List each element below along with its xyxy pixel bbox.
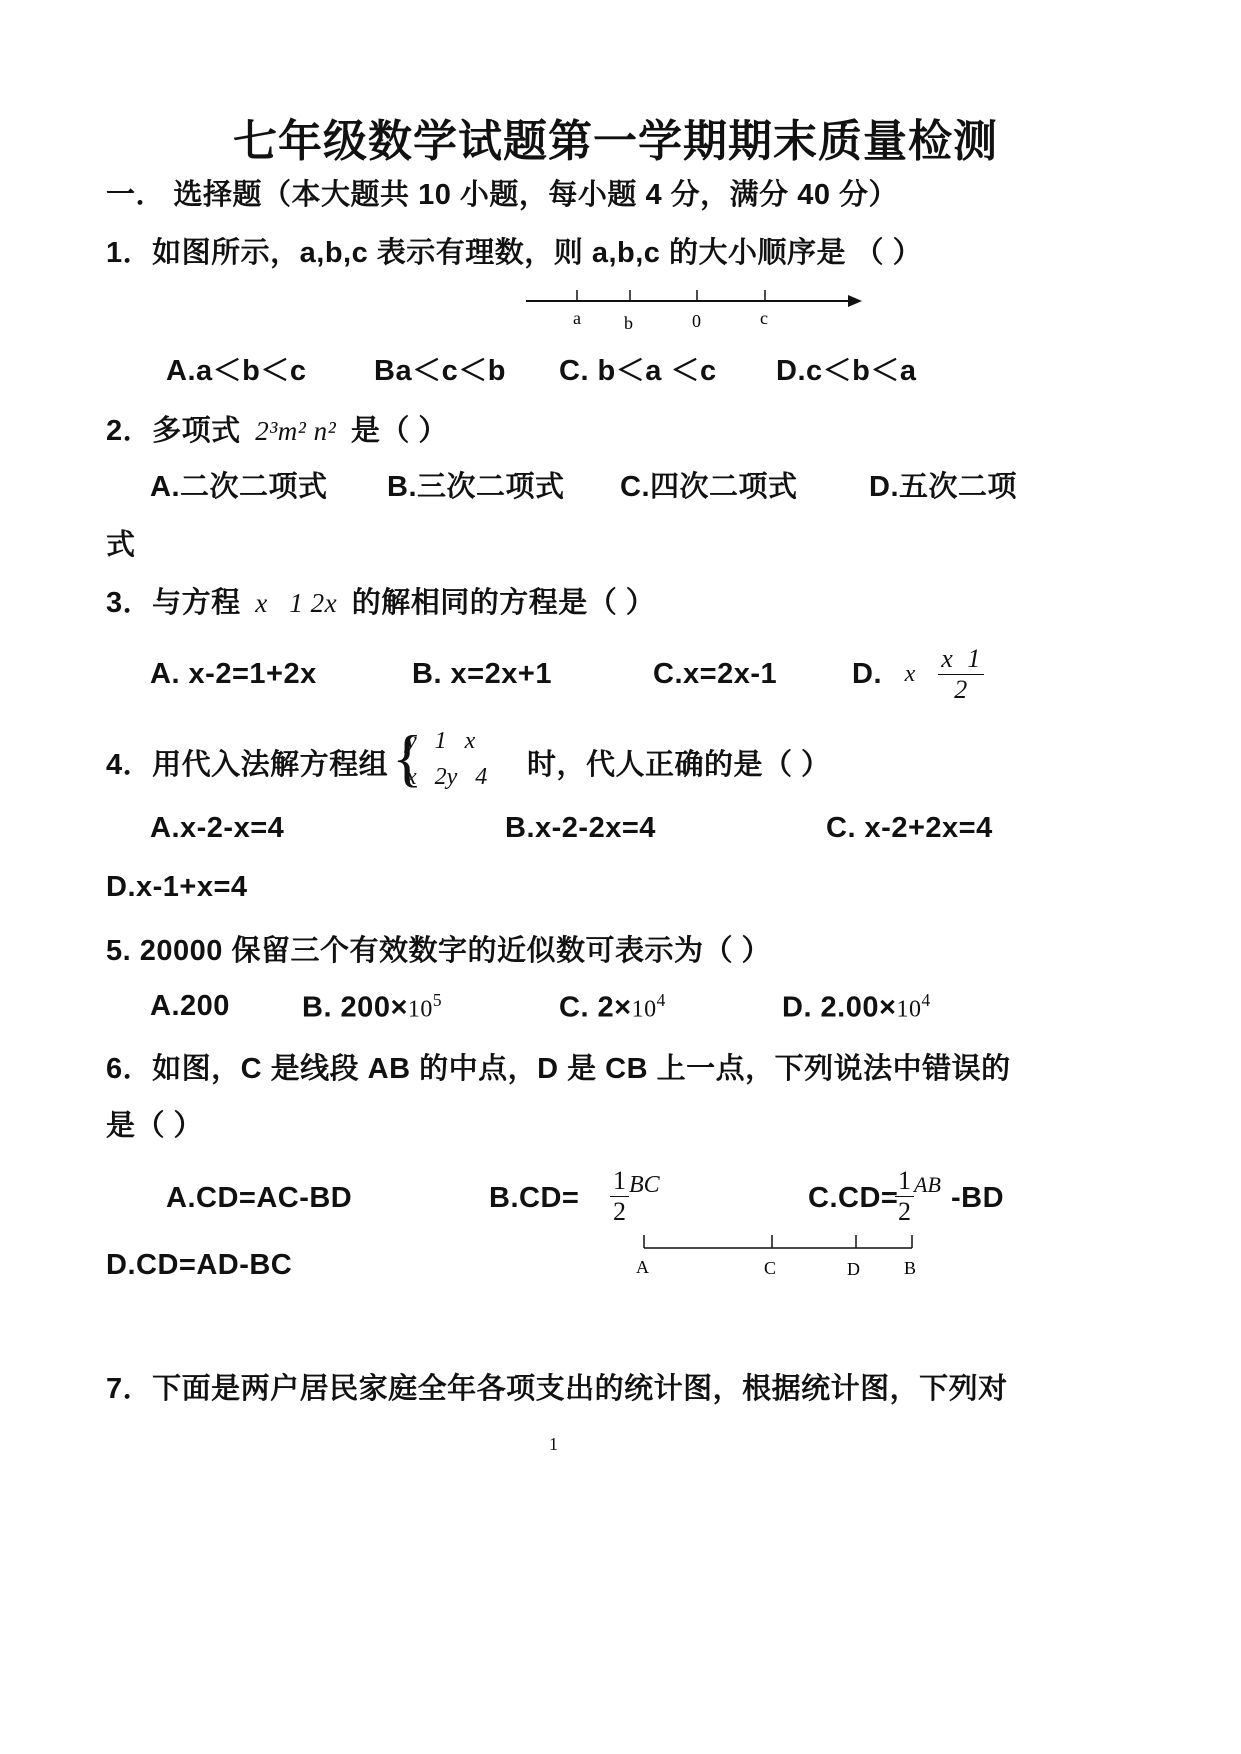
q3-option-c: C.x=2x-1 xyxy=(653,658,778,690)
q1-option-a: A.a＜b＜c xyxy=(166,355,307,387)
q2-tail: 是（ ） xyxy=(350,415,448,447)
q5-option-b-exp: 5 xyxy=(432,990,443,1010)
q3-stem xyxy=(106,580,655,621)
q5-option-d-exp: 4 xyxy=(921,990,931,1010)
q4-tail: 时，代人正确的是（ ） xyxy=(527,749,831,781)
q2-option-b: B.三次二项式 xyxy=(387,471,565,503)
q1-label-b: b xyxy=(624,313,633,333)
q6-option-b-fraction xyxy=(610,1166,629,1227)
q3-fraction-denominator: 2 xyxy=(954,675,968,704)
q6-option-c-tail: -BD xyxy=(951,1182,1005,1214)
q6-stem: 6．如图，C 是线段 AB 的中点，D 是 CB 上一点，下列说法中错误的 xyxy=(106,1053,1011,1085)
q5-option-c-base: 10 xyxy=(631,996,657,1023)
q4-option-a: A.x-2-x=4 xyxy=(150,812,285,844)
q1-label-0: 0 xyxy=(692,311,701,331)
q3-option-d-label: D. xyxy=(852,658,882,690)
q6-label-c: C xyxy=(764,1258,777,1278)
q2-option-a: A.二次二项式 xyxy=(150,471,328,503)
q6-option-c-math xyxy=(895,1166,941,1227)
q5-option-d xyxy=(782,990,931,1025)
q6-option-c-numerator: 1 xyxy=(895,1166,914,1197)
q3-option-d xyxy=(852,644,984,705)
q6-option-b-var: BC xyxy=(629,1172,660,1198)
q3-option-d-fraction xyxy=(938,644,984,705)
q4-equation-1: y 1 x xyxy=(406,728,476,754)
q6-stem-cont: 是（ ） xyxy=(106,1110,204,1142)
q4-equation-2: x 2y 4 xyxy=(406,764,488,790)
q1-option-d: D.c＜b＜a xyxy=(776,355,917,387)
q3-math: x 1 2x xyxy=(255,588,338,618)
q4-option-d: D.x-1+x=4 xyxy=(106,871,248,903)
q6-label-b: B xyxy=(904,1258,917,1278)
q6-option-a: A.CD=AC-BD xyxy=(166,1182,353,1214)
q1-option-c: C. b＜a ＜c xyxy=(559,355,717,387)
q1-stem: 1．如图所示，a,b,c 表示有理数，则 a,b,c 的大小顺序是 （ ） xyxy=(106,237,923,269)
q6-label-a: A xyxy=(636,1257,649,1277)
q6-label-d: D xyxy=(847,1259,860,1279)
q5-option-a: A.200 xyxy=(150,990,230,1022)
q4-brace: { xyxy=(392,722,423,793)
q6-option-d: D.CD=AD-BC xyxy=(106,1249,293,1281)
q3-option-a: A. x-2=1+2x xyxy=(150,658,317,690)
q6-option-b-label: B.CD= xyxy=(489,1182,580,1214)
q3-tail: 的解相同的方程是（ ） xyxy=(351,587,656,619)
q4-option-c: C. x-2+2x=4 xyxy=(826,812,993,844)
q4-lead: 4．用代入法解方程组 xyxy=(106,749,389,781)
q6-option-b-denominator: 2 xyxy=(613,1197,626,1226)
q3-option-b: B. x=2x+1 xyxy=(412,658,552,690)
q5-option-b-label: B. 200× xyxy=(302,991,408,1024)
q2-math: 2³m² n² xyxy=(255,416,337,446)
q6-option-c-var: AB xyxy=(914,1172,941,1197)
q7-stem: 7．下面是两户居民家庭全年各项支出的统计图，根据统计图，下列对 xyxy=(106,1373,1008,1405)
q6-segment-diagram xyxy=(630,1228,920,1290)
q2-option-c: C.四次二项式 xyxy=(620,471,798,503)
q2-lead: 2．多项式 xyxy=(106,415,241,447)
q3-fraction-numerator: x 1 xyxy=(938,644,984,675)
q1-label-c: c xyxy=(760,308,768,328)
q5-stem: 5. 20000 保留三个有效数字的近似数可表示为（ ） xyxy=(106,935,771,967)
q2-option-d: D.五次二项 xyxy=(869,471,1018,503)
q5-option-d-base: 10 xyxy=(896,996,922,1023)
q4-option-b: B.x-2-2x=4 xyxy=(505,812,656,844)
q2-stem xyxy=(106,408,448,449)
page-title: 七年级数学试题第一学期期末质量检测 xyxy=(233,117,998,166)
q6-option-c-fraction xyxy=(895,1166,914,1227)
q6-option-b-math xyxy=(610,1166,660,1227)
q6-option-b-numerator: 1 xyxy=(610,1166,629,1197)
q2-option-d-cont: 式 xyxy=(106,529,136,561)
q5-option-b-base: 10 xyxy=(407,996,433,1023)
q5-option-b xyxy=(302,990,442,1025)
page-number: 1 xyxy=(549,1434,558,1454)
section-heading: 一． 选择题（本大题共 10 小题，每小题 4 分，满分 40 分） xyxy=(106,179,899,211)
q6-option-c-denominator: 2 xyxy=(898,1197,911,1226)
q1-label-a: a xyxy=(573,308,581,328)
q5-option-c xyxy=(559,990,666,1025)
q5-option-c-label: C. 2× xyxy=(559,991,632,1024)
q3-lead: 3．与方程 xyxy=(106,587,241,619)
q6-option-c-label: C.CD= xyxy=(808,1182,899,1214)
q1-option-b: Ba＜c＜b xyxy=(374,355,506,387)
q1-number-line xyxy=(520,282,870,337)
q3-option-d-lhs: x xyxy=(904,661,916,687)
q5-option-c-exp: 4 xyxy=(656,990,666,1010)
q5-option-d-label: D. 2.00× xyxy=(782,991,897,1024)
